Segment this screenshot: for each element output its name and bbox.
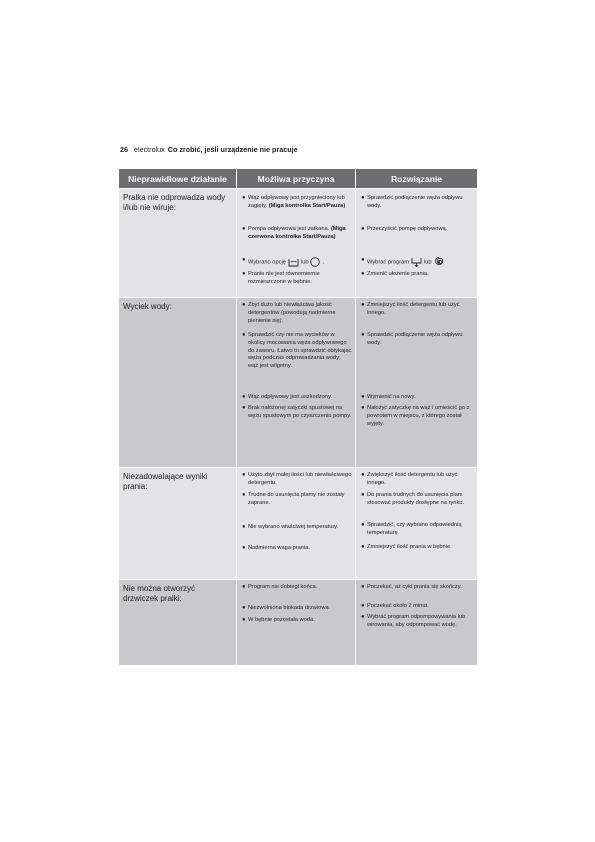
drain-icon: [411, 257, 422, 267]
problem-cell: Wyciek wody:: [119, 298, 237, 467]
table-row: [119, 297, 477, 467]
brand-name: electrolux: [134, 145, 165, 154]
list-item: ● Program nie dobiegł końca.: [242, 584, 318, 590]
list-item: ● Niezwolniona blokada drzwiowa.: [242, 605, 331, 611]
list-item: ● Pompa odpływowa jest zatkana. (Miga czerwona kontrolka Start/Pauza): [242, 226, 346, 240]
list-item: ● Sprawdzić podłączenie węża odpływu wody.: [361, 195, 463, 209]
section-title: Co zrobić, jeśli urządzenie nie pracuje: [167, 145, 298, 154]
table-row: [119, 467, 477, 579]
page-number: 26: [120, 145, 128, 154]
column-header-solution: Rozwiązanie: [356, 169, 477, 188]
problem-cell: Pralka nie odprowadza wody i/lub nie wiruje:: [119, 189, 237, 297]
list-item: ● Do prania trudnych do usunięcia plam stosować produkty dostępne na rynku.: [361, 492, 465, 506]
cause-cell: [237, 189, 356, 297]
list-item: ● Wąż odpływowy jest uszkodzony.: [242, 394, 332, 400]
list-item: ● Pranie nie jest równomiernie rozmieszczone w bębnie.: [242, 271, 320, 285]
spin-icon: [434, 257, 444, 267]
solution-cell: [356, 189, 477, 297]
list-item: ● Brak nałożonej zatyczki spustowej na wężu spustowym po czyszczeniu pompy.: [242, 405, 352, 419]
list-item: ● Nałożyć zatyczkę na wąż i umieścić go z powrotem w miejscu, z którego został wyjęty.: [361, 405, 470, 427]
table-row: [119, 579, 477, 665]
cause-cell: [237, 580, 356, 665]
column-header-cause: Możliwa przyczyna: [237, 169, 356, 188]
list-item: ● Zmniejszyć ilość prania w bębnie.: [361, 544, 452, 550]
list-item: ● Zwiększyć ilość detergentu lub użyć innego.: [361, 472, 458, 486]
list-item: ● Sprawdzić czy nie ma wycieków w okolicy mocowania węża odpływowego do zaworu. Łatwo to sprawdzić obtykając węża podczas odprowadzania wody; wąż jest wilgotny.: [242, 332, 352, 370]
list-item: ● Sprawdzić podłączenie węża odpływu wody.: [361, 332, 463, 346]
list-item: ● Trudne do usunięcia plamy nie zostały zaprane.: [242, 492, 345, 506]
problem-cell: Niezadowalające wyniki prania:: [119, 468, 237, 579]
cause-cell: [237, 298, 356, 467]
rinse-hold-icon: [288, 258, 299, 267]
table-header: [119, 169, 477, 188]
problem-cell: Nie można otworzyć drzwiczek pralki:: [119, 580, 237, 665]
night-cycle-icon: [310, 257, 320, 267]
list-item: ● Sprawdzić, czy wybrano odpowiednią temperaturę.: [361, 522, 462, 536]
list-item: ● Poczekać, aż cykl prania się skończy.: [361, 584, 462, 590]
list-item: ● Zbyt dużo lub niewłaściwa jakość detergentów (powodują nadmierne pienienie się).: [242, 302, 336, 324]
list-item: ● Nie wybrano właściwej temperatury.: [242, 524, 339, 530]
list-item: ● Wybrano opcję lub .: [242, 257, 325, 266]
list-item: ● Zmienić ułożenie prania.: [361, 271, 429, 277]
list-item: ● W bębnie pozostała woda.: [242, 617, 315, 623]
list-item: ● Nadmierna waga prania.: [242, 545, 310, 551]
cause-cell: [237, 468, 356, 579]
list-item: ● Przeczyścić pompę odpływową.: [361, 226, 448, 232]
list-item: ● Wybrać program odpompowywania lub wirowania, aby odpompować wodę.: [361, 614, 466, 628]
column-header-problem: Nieprawidłowe działanie: [119, 169, 237, 188]
troubleshooting-table: [119, 169, 477, 665]
list-item: ● Wybrać program lub: [361, 257, 474, 267]
list-item: ● Poczekać około 2 minut.: [361, 603, 429, 609]
list-item: ● Zmniejszyć ilość detergentu lub użyć innego.: [361, 302, 460, 316]
table-row: [119, 188, 477, 297]
solution-cell: [356, 298, 477, 467]
page-header: [120, 145, 298, 154]
solution-cell: [356, 580, 477, 665]
list-item: ● Wąż odpływowy jest przygnieciony lub zagięty. (Miga kontrolka Start/Pauza): [242, 195, 346, 209]
list-item: ● Użyto zbyt małej ilości lub niewłaściwego detergentu.: [242, 472, 352, 486]
solution-cell: [356, 468, 477, 579]
list-item: ● Wymienić na nowy.: [361, 394, 416, 400]
